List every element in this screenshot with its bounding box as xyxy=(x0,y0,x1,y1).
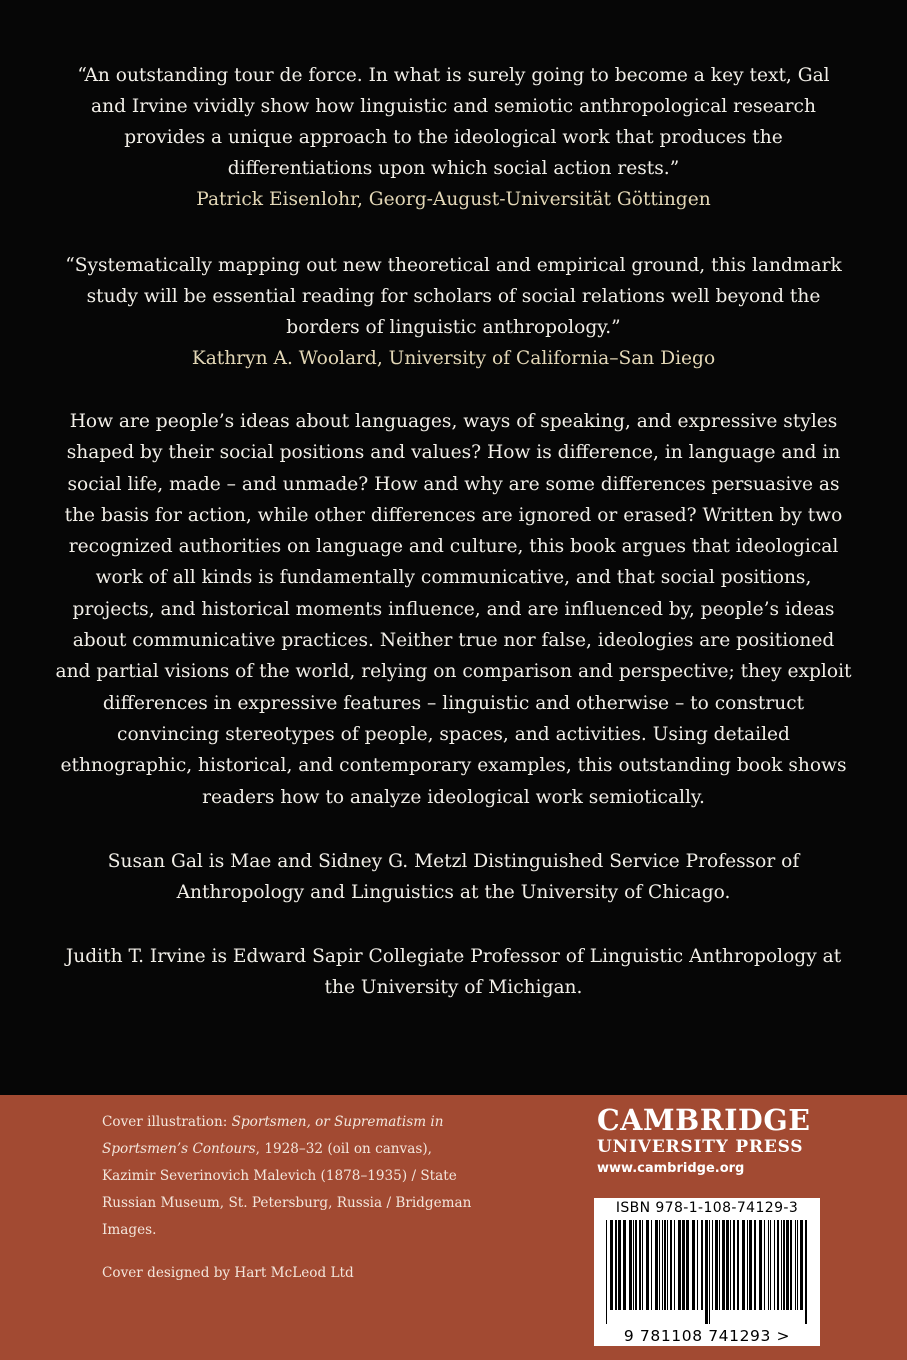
barcode-bar xyxy=(667,1220,668,1310)
barcode-bar xyxy=(754,1220,756,1310)
barcode-bar xyxy=(797,1220,798,1310)
barcode-bar xyxy=(629,1220,632,1310)
barcode-bar xyxy=(783,1220,785,1310)
artwork-title: Sportsmen, or Suprematism in Sportsmen’s Contours xyxy=(102,1114,444,1157)
quote-text: “Systematically mapping out new theoretical and empirical ground, this landmark study will be essential reading for scholars of social relations well beyond the borders of linguistic anthropology.” xyxy=(65,255,842,338)
barcode-bar xyxy=(800,1220,803,1310)
barcode-bar xyxy=(742,1220,745,1310)
barcode-bar xyxy=(764,1220,765,1310)
barcode-bar xyxy=(651,1220,652,1310)
barcode-bar xyxy=(786,1220,789,1310)
credit-prefix: Cover illustration: xyxy=(102,1114,232,1130)
barcode-bar xyxy=(726,1220,729,1310)
isbn-label: ISBN 978-1-108-74129-3 xyxy=(615,1200,799,1216)
cover-illustration-credit xyxy=(102,1109,482,1244)
barcode-bar xyxy=(682,1220,685,1310)
isbn-digits: 9 781108 741293 > xyxy=(623,1327,791,1345)
barcode-bar xyxy=(781,1220,782,1310)
barcode-bar xyxy=(674,1220,675,1310)
barcode-bar xyxy=(646,1220,649,1310)
barcode-bar xyxy=(606,1220,607,1324)
barcode-bar xyxy=(790,1220,792,1310)
publisher-url: www.cambridge.org xyxy=(597,1161,745,1176)
barcode-bar xyxy=(733,1220,735,1310)
quote-text: “An outstanding tour de force. In what is surely going to become a key text, Gal and Irvine vividly show how linguistic and semiotic anthropological research provides a unique approach to the ideological work that produces the differentiations upon which social action rests.” xyxy=(77,65,830,179)
barcode-bar xyxy=(770,1220,771,1310)
barcode-bar xyxy=(610,1220,613,1310)
barcode-bar xyxy=(747,1220,748,1310)
barcode-bar xyxy=(730,1220,731,1310)
publisher-press: UNIVERSITY PRESS xyxy=(597,1137,804,1157)
author-bio-gal: Susan Gal is Mae and Sidney G. Metzl Distinguished Service Professor of Anthropology and Linguistics at the University of Chicago. xyxy=(107,851,800,904)
barcode-bar xyxy=(615,1220,617,1310)
barcode-bar xyxy=(709,1220,710,1324)
barcode-bar xyxy=(712,1220,713,1310)
barcode-bar xyxy=(697,1220,698,1310)
barcode-bar xyxy=(655,1220,658,1310)
isbn-barcode xyxy=(594,1198,820,1346)
barcode-bar xyxy=(642,1220,643,1310)
barcode-bar xyxy=(633,1220,634,1310)
quote-attribution: Patrick Eisenlohr, Georg-August-Universität Göttingen xyxy=(196,189,711,210)
barcode-bar xyxy=(701,1220,703,1310)
barcode-bar xyxy=(719,1220,720,1310)
barcode-bar xyxy=(705,1220,708,1324)
book-description: How are people’s ideas about languages, ways of speaking, and expressive styles shaped by their social positions and values? How is difference, in language and in social life, made – and unmade? How and why are some differences persuasive as the basis for action, while other differences are ignored or erased? Written by two recognized authorities on language and culture, this book argues that ideological work of all kinds is fundamentally communicative, and that social positions, projects, and historical moments influence, and are influenced by, people’s ideas about communicative practices. Neither true nor false, ideologies are positioned and partial visions of the world, relying on comparison and perspective; they exploit differences in expressive features – linguistic and otherwise – to construct convincing stereotypes of people, spaces, and activities. Using detailed ethnographic, historical, and contemporary examples, this outstanding book shows readers how to analyze ideological work semiotically. xyxy=(55,411,852,808)
publisher-name: CAMBRIDGE xyxy=(597,1103,811,1137)
barcode-bar xyxy=(692,1220,695,1310)
barcode-bars xyxy=(598,1220,816,1324)
barcode-bar xyxy=(737,1220,739,1310)
barcode-bar xyxy=(722,1220,725,1310)
barcode-bar xyxy=(777,1220,779,1310)
footer-band xyxy=(0,1095,907,1360)
endorsement-quote-1 xyxy=(60,60,847,215)
barcode-bar xyxy=(639,1220,641,1310)
barcode-bar xyxy=(768,1220,769,1310)
barcode-bar xyxy=(686,1220,689,1310)
barcode-bar xyxy=(795,1220,796,1310)
barcode-bar xyxy=(659,1220,660,1310)
barcode-bar xyxy=(774,1220,775,1310)
barcode-bar xyxy=(678,1220,681,1310)
quote-attribution: Kathryn A. Woolard, University of California–San Diego xyxy=(191,348,716,369)
credit-details: , 1928–32 (oil on canvas), Kazimir Severinovich Malevich (1878–1935) / State Russian Museum, St. Petersburg, Russia / Bridgeman Images. xyxy=(102,1141,472,1238)
barcode-bar xyxy=(749,1220,752,1310)
barcode-bar xyxy=(618,1220,621,1310)
barcode-bar xyxy=(715,1220,718,1310)
barcode-bar xyxy=(759,1220,762,1310)
cover-designer-credit: Cover designed by Hart McLeod Ltd xyxy=(102,1265,354,1281)
author-bio-irvine: Judith T. Irvine is Edward Sapir Collegiate Professor of Linguistic Anthropology at the University of Michigan. xyxy=(65,946,842,999)
barcode-bar xyxy=(635,1220,637,1310)
endorsement-quote-2 xyxy=(60,250,847,374)
publisher-logo xyxy=(597,1103,827,1180)
barcode-bar xyxy=(805,1220,807,1324)
barcode-bar xyxy=(664,1220,666,1310)
barcode-bar xyxy=(670,1220,672,1310)
barcode-bar xyxy=(623,1220,626,1310)
barcode-bar xyxy=(662,1220,663,1310)
